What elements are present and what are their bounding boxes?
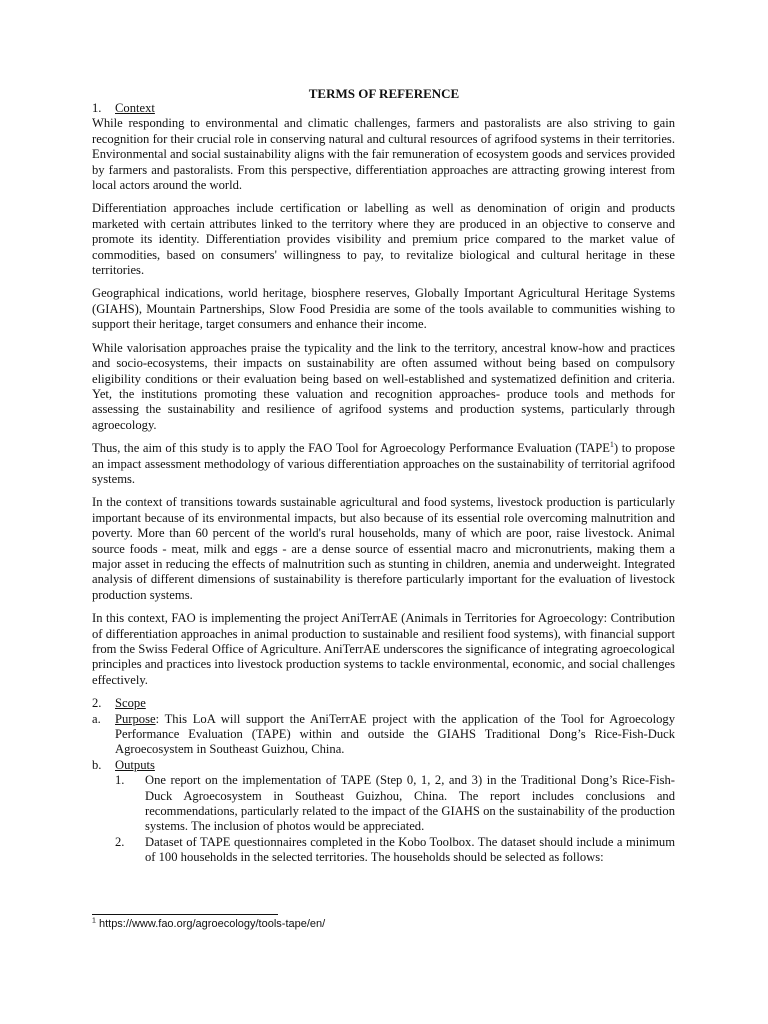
- purpose-text: : This LoA will support the AniTerrAE project with the application of the Tool for Agroecology Performance Evaluation (TAPE) within and outside the GIAHS Traditional Dong’s Rice-Fish-Duck Agroecosystem in Southeast Guizhou, China.: [115, 711, 675, 757]
- footnote-marker: 1: [92, 917, 96, 925]
- aim-text-before: Thus, the aim of this study is to apply the FAO Tool for Agroecology Performance Evaluation (TAPE: [92, 441, 610, 456]
- section-heading-scope: [92, 696, 675, 711]
- scope-item-purpose: [92, 712, 675, 758]
- output-list-item: [92, 773, 675, 835]
- paragraph: In the context of transitions towards sustainable agricultural and food systems, livestock production is particularly important because of its environmental impacts, but also because of its essential role overcoming malnutrition and poverty. More than 60 percent of the world's rural households, many of which are poor, raise livestock. Animal source foods - meat, milk and eggs - are a dense source of essential macro and micronutrients, making them a major asset in reducing the effects of malnutrition such as stunting in children, anemia and underweight. Integrated analysis of different dimensions of sustainability is therefore particularly important for the evaluation of livestock production systems.: [92, 495, 675, 602]
- footnote-link-text[interactable]: https://www.fao.org/agroecology/tools-tape/en/: [95, 918, 326, 930]
- output-list-item: [92, 835, 675, 866]
- paragraph: Differentiation approaches include certification or labelling as well as denomination of origin and products marketed with certain attributes linked to the territory where they are produced in an objective to conserve and promote its identity. Differentiation provides visibility and premium price compared to the market value of commodities, based on consumers' willingness to pay, to revitalize biological and cultural heritage in these territories.: [92, 201, 675, 278]
- paragraph: In this context, FAO is implementing the project AniTerrAE (Animals in Territories for Agroecology: Contribution of differentiation approaches in animal production to sustainable and resilient food systems), with financial support from the Swiss Federal Office of Agriculture. AniTerrAE underscores the significance of integrating agroecological principles and practices into livestock production systems to tackle environmental, economic, and social challenges effectively.: [92, 611, 675, 687]
- document-title: TERMS OF REFERENCE: [308, 86, 460, 101]
- scope-item-outputs: [92, 758, 675, 773]
- section-number: 2.: [92, 696, 102, 711]
- purpose-title: Purpose: [115, 711, 156, 726]
- paragraph: While responding to environmental and climatic challenges, farmers and pastoralists are also striving to gain recognition for their crucial role in conserving natural and cultural resources of agrifood systems in their territories. Environmental and social sustainability aligns with the fair remuneration of ecosystem goods and services provided by farmers and pastoralists. From this perspective, differentiation approaches are attracting growing interest from local actors around the world.: [92, 116, 675, 193]
- item-label: b.: [92, 757, 102, 772]
- footnote-separator: [92, 914, 278, 915]
- section-heading-context: [92, 101, 675, 116]
- output-text: One report on the implementation of TAPE (Step 0, 1, 2, and 3) in the Traditional Dong’s Rice-Fish-Duck Agroecosystem in Southeast Guizhou, China. The report includes conclusions and recommendations, particularly related to the impact of the GIAHS on the sustainability of the production systems. The inclusion of photos would be appreciated.: [145, 773, 675, 834]
- output-number: 2.: [115, 834, 125, 849]
- paragraph: Geographical indications, world heritage, biosphere reserves, Globally Important Agricultural Heritage Systems (GIAHS), Mountain Partnerships, Slow Food Presidia are some of the tools available to communities wishing to support their heritage, target consumers and enhance their income.: [92, 286, 675, 332]
- outputs-title: Outputs: [115, 757, 155, 772]
- paragraph-aim: [92, 441, 675, 487]
- output-text: Dataset of TAPE questionnaires completed in the Kobo Toolbox. The dataset should include a minimum of 100 households in the selected territories. The households should be selected as follows:: [145, 834, 675, 865]
- section-title: Scope: [115, 696, 146, 711]
- footnote: [92, 918, 325, 931]
- paragraph: While valorisation approaches praise the typicality and the link to the territory, ancestral know-how and practices and socio-ecosystems, their impacts on sustainability are often assumed without being based on compulsory eligibility conditions or their evaluation being based on well-established and systematized definition and criteria. Yet, the institutions promoting these valuation and recognition approaches- produce tools and methods for assessing the sustainability and resilience of agrifood systems and production systems, particularly through agroecology.: [92, 340, 675, 432]
- document-body: [92, 101, 675, 866]
- output-number: 1.: [115, 773, 125, 788]
- section-title: Context: [115, 101, 155, 115]
- aim-text-after: ) to propose an impact assessment methodology of various differentiation approaches on the sustainability of territorial agrifood systems.: [92, 441, 675, 486]
- item-label: a.: [92, 711, 101, 726]
- section-number: 1.: [92, 101, 102, 115]
- footnote-reference: 1: [609, 439, 614, 449]
